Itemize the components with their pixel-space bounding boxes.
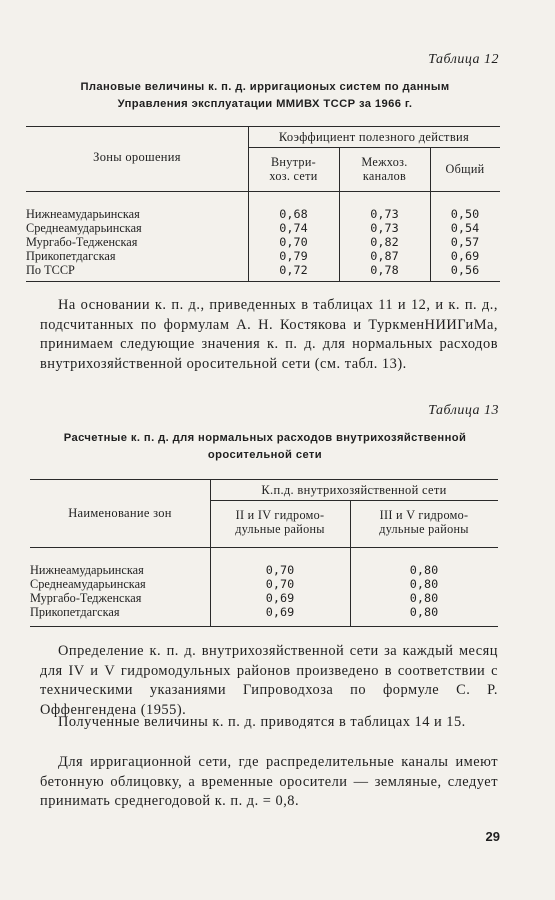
table-cell: 0,80 (409, 563, 439, 577)
table13-sub2-line1: III и V гидромо- (379, 508, 469, 522)
table13-title-line2: оросительной сети (207, 449, 323, 461)
table12-sub2-line1: Межхоз. (361, 155, 408, 169)
table-row: По ТССР (26, 263, 75, 277)
table12-sub1 (248, 155, 339, 183)
table-cell: 0,68 (279, 207, 308, 221)
table13-bottom-rule (30, 626, 498, 627)
table13-group-rule (210, 500, 498, 501)
table-row: Мургабо-Теджeнская (30, 591, 142, 605)
table-cell: 0,54 (450, 221, 480, 235)
table12-header-rule (26, 191, 500, 192)
table13-sub1-line1: II и IV гидромо- (235, 508, 325, 522)
table13-header-rule (30, 547, 498, 548)
table-cell: 0,56 (450, 263, 480, 277)
table-row: Среднеамударьинская (30, 577, 146, 591)
table-cell: 0,72 (279, 263, 308, 277)
table-row: Нижнеамударьинская (30, 563, 144, 577)
table-row: Нижнеамударьинская (26, 207, 140, 221)
table-cell: 0,79 (279, 249, 308, 263)
table12-sub3: Общий (445, 162, 485, 176)
table-cell: 0,73 (370, 221, 399, 235)
table13-title-line1: Расчетные к. п. д. для нормальных расходов внутрихозяйственной (63, 432, 467, 444)
table12-label: Таблица 12 (428, 52, 499, 67)
table-cell: 0,70 (279, 235, 308, 249)
table13-sub2-line2: дульные районы (379, 522, 469, 536)
table-cell: 0,50 (450, 207, 480, 221)
table-cell: 0,73 (370, 207, 399, 221)
table12-sub1-line2: хоз. сети (269, 169, 318, 183)
table13-top-rule (30, 479, 498, 480)
table12-title-line1: Плановые величины к. п. д. ирригационых систем по данным (80, 81, 450, 93)
table12-sub2-line2: каналов (362, 169, 407, 183)
table-cell: 0,69 (265, 605, 295, 619)
table12-sub2 (339, 155, 430, 183)
table-cell: 0,82 (370, 235, 399, 249)
table13-col-zone: Наименование зон (68, 506, 172, 520)
table-cell: 0,69 (450, 249, 480, 263)
table-cell: 0,80 (409, 605, 439, 619)
table-cell: 0,57 (450, 235, 480, 249)
paragraph-2: Определение к. п. д. внутрихозяйственной сети за каждый месяц для IV и V гидромодульных районов произведено в соответствии с техническими указаниями Гипроводхоза по формуле С. Р. Оффенгендена (1955). (40, 643, 498, 718)
table-cell: 0,70 (265, 563, 295, 577)
table13-col-group: К.п.д. внутрихозяйственной сети (261, 483, 447, 497)
table-cell: 0,78 (370, 263, 399, 277)
table-cell: 0,87 (370, 249, 399, 263)
table-row: Прикопетдагская (26, 249, 116, 263)
page-number: 29 (485, 829, 500, 844)
table-row: Среднеамударьинская (26, 221, 142, 235)
table13-sub2 (350, 508, 498, 536)
table-cell: 0,80 (409, 591, 439, 605)
paragraph-1: На основании к. п. д., приведенных в таблицах 11 и 12, и к. п. д., подсчитанных по формулам А. Н. Костякова и ТуркменНИИГиМа, принимаем следующие значения к. п. д. для нормальных расходов внутрихозяйственной оросительной сети (см. табл. 13). (40, 297, 498, 372)
table-cell: 0,70 (265, 577, 295, 591)
paragraph-4: Для ирригационной сети, где распределительные каналы имеют бетонную облицовку, а временные оросители — земляные, следует принимать среднегодовой к. п. д. = 0,8. (40, 754, 498, 810)
table-cell: 0,74 (279, 221, 308, 235)
table12-title (30, 79, 500, 113)
table12-group-rule (248, 147, 500, 148)
table-row: Мургабо-Теджeнская (26, 235, 138, 249)
table13-sub1 (210, 508, 350, 536)
table12-top-rule (26, 126, 500, 127)
table12-col-group: Коэффициент полезного действия (278, 130, 470, 144)
table13-sub1-line2: дульные районы (235, 522, 325, 536)
table-row: Прикопетдагская (30, 605, 120, 619)
paragraph-3: Полученные величины к. п. д. приводятся в таблицах 14 и 15. (58, 714, 466, 730)
table-cell: 0,69 (265, 591, 295, 605)
table12-title-line2: Управления эксплуатации ММИВХ ТССР за 1966 г. (117, 98, 413, 110)
table13-label: Таблица 13 (428, 403, 499, 418)
table12-col-zone: Зоны орошения (93, 150, 181, 164)
table12-sub1-line1: Внутри- (271, 155, 316, 169)
table-cell: 0,80 (409, 577, 439, 591)
table13-title (30, 430, 500, 464)
table12-bottom-rule (26, 281, 500, 282)
